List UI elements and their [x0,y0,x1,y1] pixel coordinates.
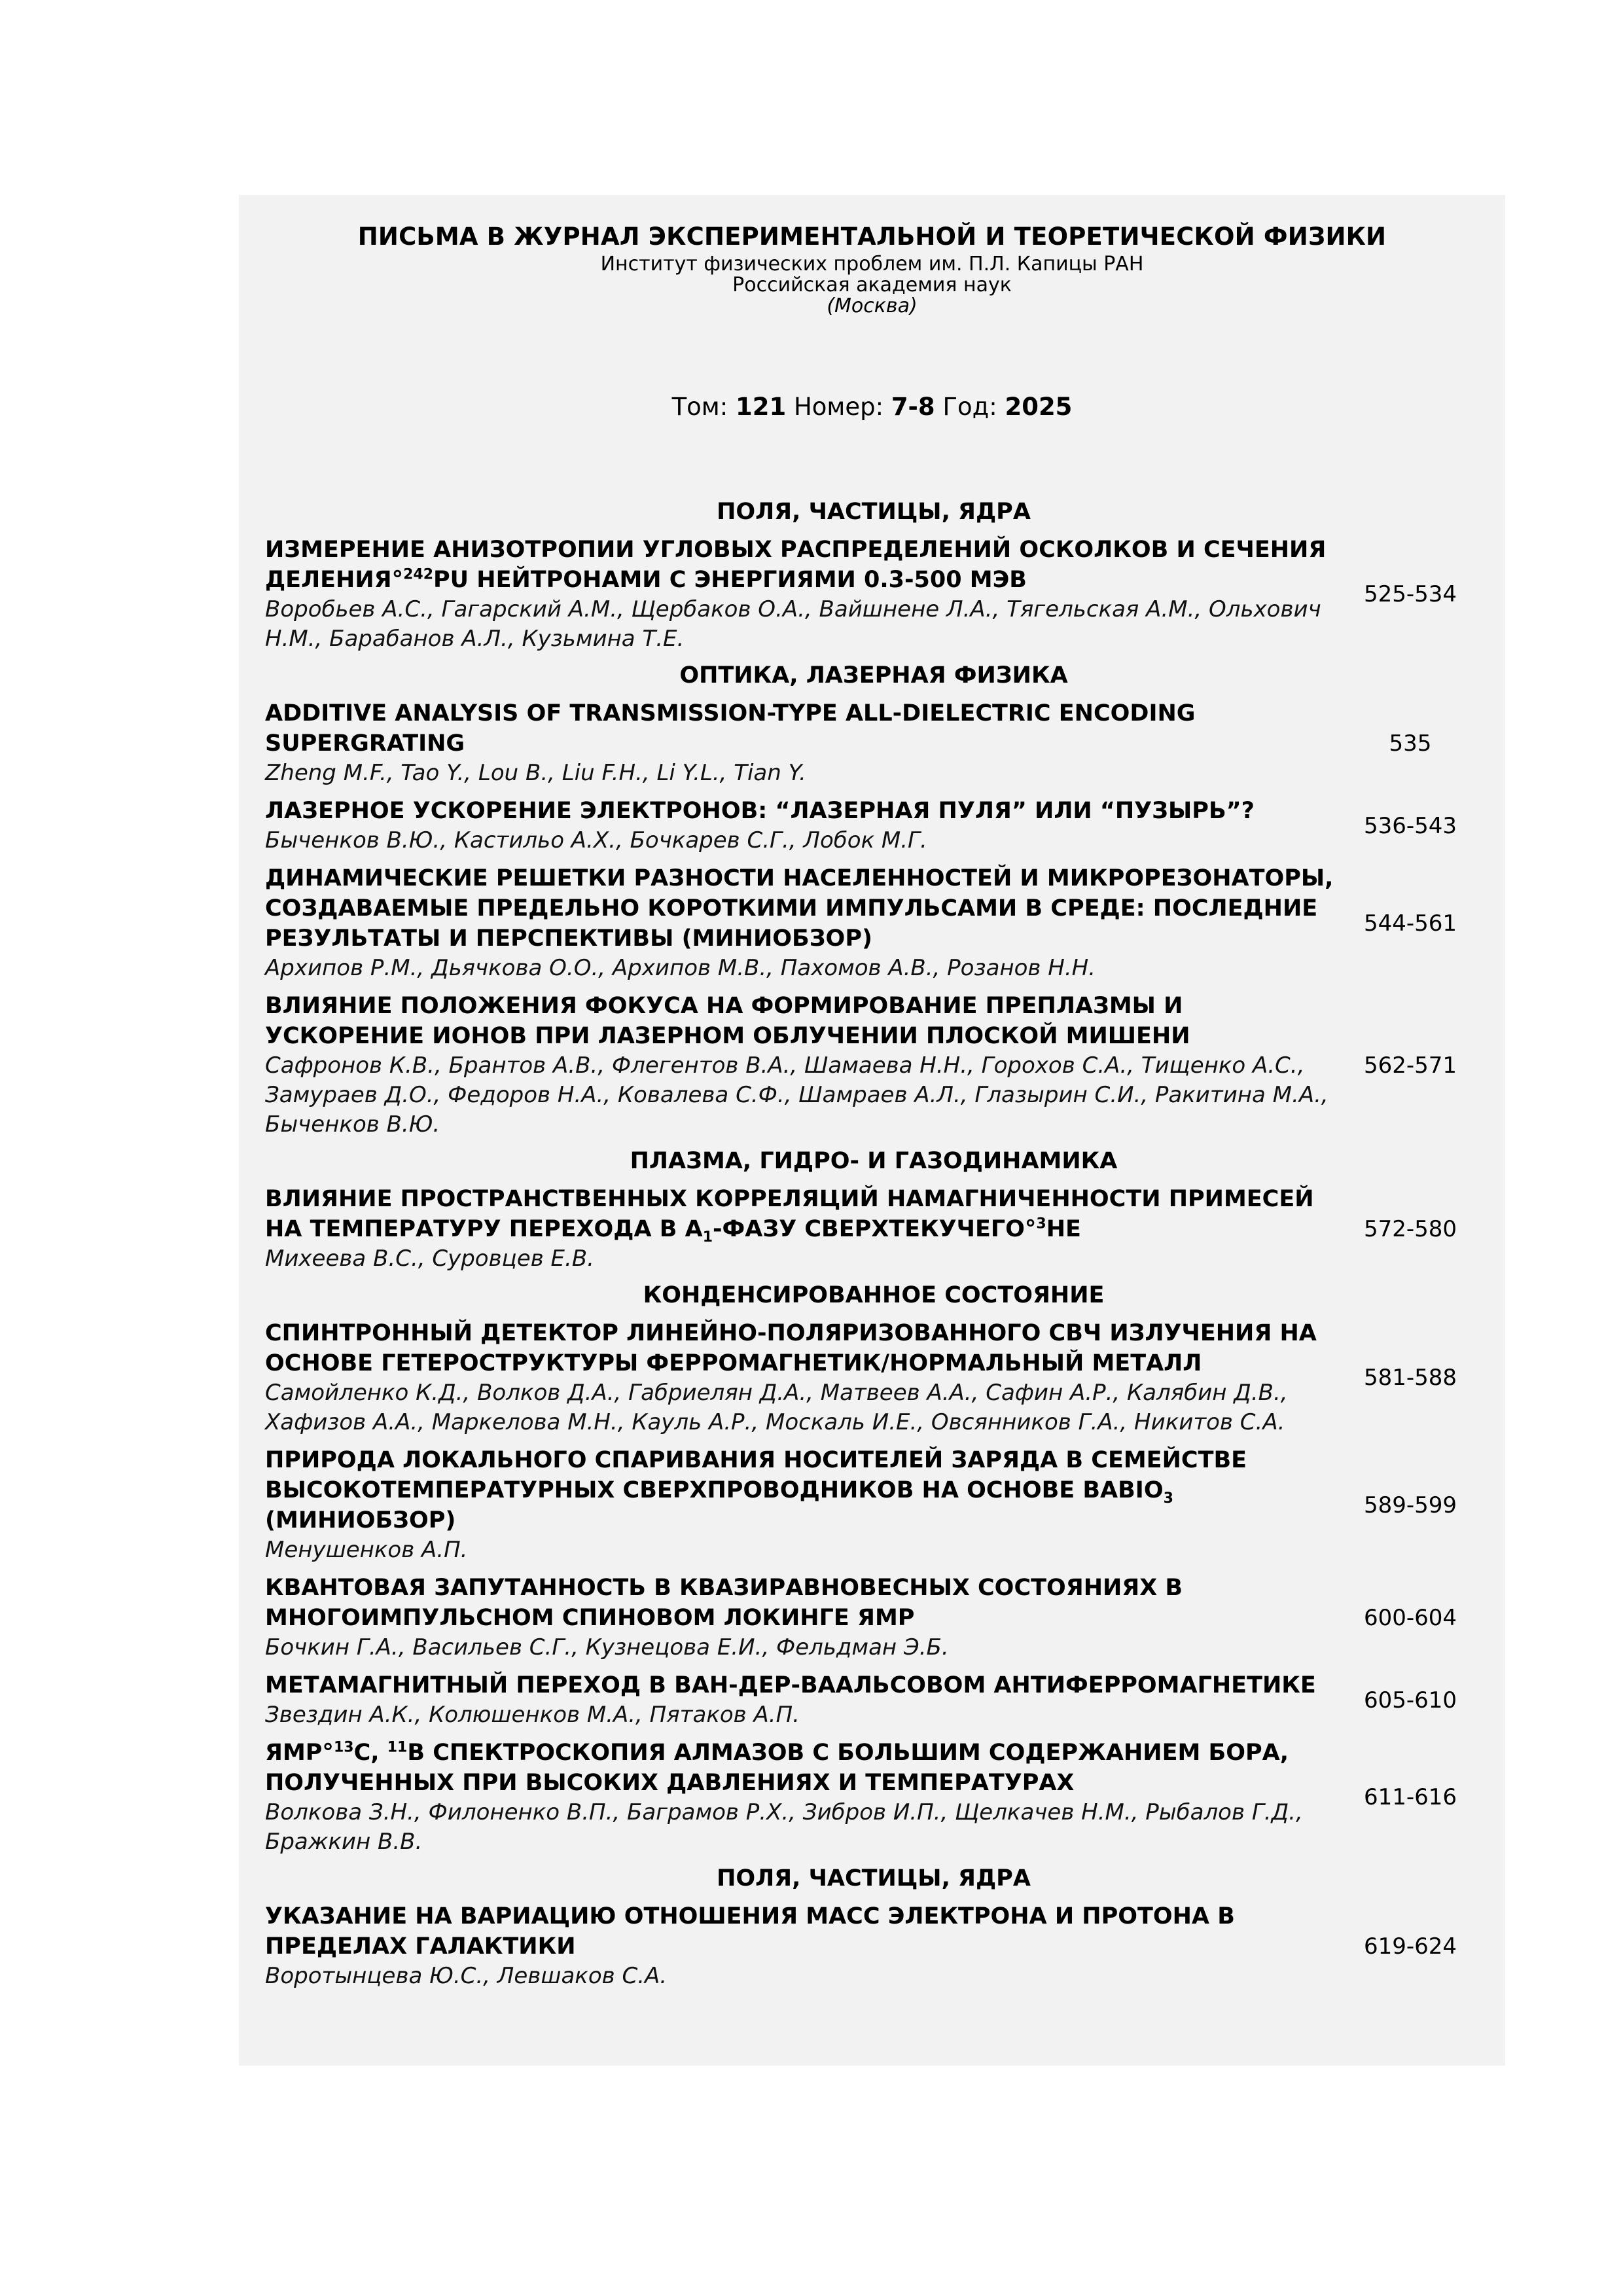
article-body [265,863,1338,983]
issue-info [239,393,1505,421]
article-authors: Самойленко К.Д., Волков Д.А., Габриелян Д.А., Матвеев А.А., Сафин А.Р., Калябин Д.В., Хафизов А.А., Маркелова М.Н., Кауль А.Р., Москаль И.Е., Овсянников Г.А., Никитов С.А. [265,1380,1288,1435]
article-entry[interactable] [265,1318,1482,1437]
article-title[interactable]: КВАНТОВАЯ ЗАПУТАННОСТЬ В КВАЗИРАВНОВЕСНЫХ СОСТОЯНИЯХ В МНОГОИМПУЛЬСНОМ СПИНОВОМ ЛОКИНГЕ ЯМР [265,1575,1183,1631]
article-title[interactable]: ИЗМЕРЕНИЕ АНИЗОТРОПИИ УГЛОВЫХ РАСПРЕДЕЛЕНИЙ ОСКОЛКОВ И СЕЧЕНИЯ ДЕЛЕНИЯ°$^{242}$PU НЕЙТРОНАМИ С ЭНЕРГИЯМИ 0.3-500 МЭВ [265,537,1327,593]
volume-label: Том: [671,393,728,421]
article-body [265,698,1338,788]
article-entry[interactable] [265,1901,1482,1991]
article-title[interactable]: ЛАЗЕРНОЕ УСКОРЕНИЕ ЭЛЕКТРОНОВ: “ЛАЗЕРНАЯ ПУЛЯ” ИЛИ “ПУЗЫРЬ”? [265,798,1255,824]
section-heading: ПЛАЗМА, ГИДРО- И ГАЗОДИНАМИКА [630,1148,1118,1174]
article-entry[interactable] [265,863,1482,983]
year-label: Год: [942,393,997,421]
article-body [265,1901,1338,1991]
article-pages: 611-616 [1363,1784,1457,1810]
article-authors: Звездин А.К., Колюшенков М.А., Пятаков А.П. [265,1702,800,1728]
article-entry[interactable] [265,1445,1482,1565]
article-pages: 562-571 [1363,1052,1457,1079]
article-pages: 525-534 [1363,581,1457,607]
article-pages: 544-561 [1363,910,1457,937]
article-authors: Быченков В.Ю., Кастильо А.Х., Бочкарев С.Г., Лобок М.Г. [265,827,927,853]
article-title[interactable]: УКАЗАНИЕ НА ВАРИАЦИЮ ОТНОШЕНИЯ МАСС ЭЛЕКТРОНА И ПРОТОНА В ПРЕДЕЛАХ ГАЛАКТИКИ [265,1903,1235,1960]
section-heading: ОПТИКА, ЛАЗЕРНАЯ ФИЗИКА [679,662,1068,689]
article-entry[interactable] [265,1738,1482,1857]
article-pages: 536-543 [1363,812,1457,839]
toc-panel [239,195,1505,2066]
article-body [265,1738,1338,1857]
number-label: Номер: [793,393,884,421]
article-body [265,1573,1338,1662]
article-authors: Zheng M.F., Tao Y., Lou B., Liu F.H., Li Y.L., Tian Y. [265,760,806,786]
institute-name: Институт физических проблем им. П.Л. Капицы РАН [600,253,1144,276]
article-body [265,1184,1338,1274]
article-body [265,1670,1338,1730]
article-title[interactable]: ДИНАМИЧЕСКИЕ РЕШЕТКИ РАЗНОСТИ НАСЕЛЕННОСТЕЙ И МИКРОРЕЗОНАТОРЫ, СОЗДАВАЕМЫЕ ПРЕДЕЛЬНО КОРОТКИМИ ИМПУЛЬСАМИ В СРЕДЕ: ПОСЛЕДНИЕ РЕЗУЛЬТАТЫ И ПЕРСПЕКТИВЫ (МИНИОБЗОР) [265,865,1334,952]
article-title[interactable]: ADDITIVE ANALYSIS OF TRANSMISSION-TYPE ALL-DIELECTRIC ENCODING SUPERGRATING [265,700,1196,757]
article-authors: Михеева В.С., Суровцев Е.В. [265,1246,594,1272]
article-pages: 600-604 [1363,1604,1457,1631]
article-authors: Архипов Р.М., Дьячкова О.О., Архипов М.В., Пахомов А.В., Розанов Н.Н. [265,955,1096,981]
article-body [265,991,1338,1139]
article-body [265,796,1338,855]
article-entry[interactable] [265,1184,1482,1274]
article-title[interactable]: ВЛИЯНИЕ ПРОСТРАНСТВЕННЫХ КОРРЕЛЯЦИЙ НАМАГНИЧЕННОСТИ ПРИМЕСЕЙ НА ТЕМПЕРАТУРУ ПЕРЕХОДА В $A_1$-ФАЗУ СВЕРХТЕКУЧЕГО°$^3$НЕ [265,1186,1314,1246]
article-body [265,1318,1338,1437]
journal-title: ПИСЬМА В ЖУРНАЛ ЭКСПЕРИМЕНТАЛЬНОЙ И ТЕОРЕТИЧЕСКОЙ ФИЗИКИ [357,223,1387,251]
article-pages: 535 [1389,730,1432,757]
article-pages: 581-588 [1363,1365,1457,1391]
article-title[interactable]: ПРИРОДА ЛОКАЛЬНОГО СПАРИВАНИЯ НОСИТЕЛЕЙ ЗАРЯДА В СЕМЕЙСТВЕ ВЫСОКОТЕМПЕРАТУРНЫХ СВЕРХПРОВОДНИКОВ НА ОСНОВЕ $BABIO_3$ (МИНИОБЗОР) [265,1447,1247,1534]
article-entry[interactable] [265,698,1482,788]
number-value: 7-8 [891,393,935,421]
volume-value: 121 [735,393,787,421]
article-pages: 619-624 [1363,1933,1457,1960]
article-authors: Бочкин Г.А., Васильев С.Г., Кузнецова Е.И., Фельдман Э.Б. [265,1634,949,1660]
article-pages: 589-599 [1363,1492,1457,1518]
section-heading: ПОЛЯ, ЧАСТИЦЫ, ЯДРА [717,1865,1031,1892]
section-heading: КОНДЕНСИРОВАННОЕ СОСТОЯНИЕ [643,1282,1105,1308]
article-authors: Воробьев А.С., Гагарский А.М., Щербаков О.А., Вайшнене Л.А., Тягельская А.М., Ольхович Н.М., Барабанов А.Л., Кузьмина Т.Е. [265,596,1321,652]
year-value: 2025 [1005,393,1073,421]
article-title[interactable]: ЯМР°$^{13}$C, $^{11}$B СПЕКТРОСКОПИЯ АЛМАЗОВ С БОЛЬШИМ СОДЕРЖАНИЕМ БОРА, ПОЛУЧЕННЫХ ПРИ ВЫСОКИХ ДАВЛЕНИЯХ И ТЕМПЕРАТУРАХ [265,1739,1289,1796]
article-title[interactable]: СПИНТРОННЫЙ ДЕТЕКТОР ЛИНЕЙНО-ПОЛЯРИЗОВАННОГО СВЧ ИЗЛУЧЕНИЯ НА ОСНОВЕ ГЕТЕРОСТРУКТУРЫ ФЕРРОМАГНЕТИК/НОРМАЛЬНЫЙ МЕТАЛЛ [265,1320,1317,1376]
table-of-contents [265,493,1482,1999]
article-entry[interactable] [265,991,1482,1139]
article-title[interactable]: МЕТАМАГНИТНЫЙ ПЕРЕХОД В ВАН-ДЕР-ВААЛЬСОВОМ АНТИФЕРРОМАГНЕТИКЕ [265,1672,1316,1698]
article-body [265,535,1338,654]
article-authors: Воротынцева Ю.С., Левшаков С.А. [265,1963,668,1989]
article-authors: Волкова З.Н., Филоненко В.П., Баграмов Р.Х., Зибров И.П., Щелкачев Н.М., Рыбалов Г.Д., Бражкин В.В. [265,1799,1303,1855]
article-authors: Сафронов К.В., Брантов А.В., Флегентов В.А., Шамаева Н.Н., Горохов С.А., Тищенко А.С., Замураев Д.О., Федоров Н.А., Ковалева С.Ф., Шамраев А.Л., Глазырин С.И., Ракитина М.А., Быченков В.Ю. [265,1052,1329,1138]
section-heading: ПОЛЯ, ЧАСТИЦЫ, ЯДРА [717,499,1031,525]
article-pages: 605-610 [1363,1687,1457,1713]
article-entry[interactable] [265,535,1482,654]
city-name: (Москва) [827,295,918,317]
article-body [265,1445,1338,1565]
article-title[interactable]: ВЛИЯНИЕ ПОЛОЖЕНИЯ ФОКУСА НА ФОРМИРОВАНИЕ ПРЕПЛАЗМЫ И УСКОРЕНИЕ ИОНОВ ПРИ ЛАЗЕРНОМ ОБЛУЧЕНИИ ПЛОСКОЙ МИШЕНИ [265,993,1190,1049]
article-entry[interactable] [265,1670,1482,1730]
academy-name: Российская академия наук [732,274,1012,296]
article-pages: 572-580 [1363,1215,1457,1242]
article-authors: Менушенков А.П. [265,1537,468,1563]
article-entry[interactable] [265,796,1482,855]
article-entry[interactable] [265,1573,1482,1662]
